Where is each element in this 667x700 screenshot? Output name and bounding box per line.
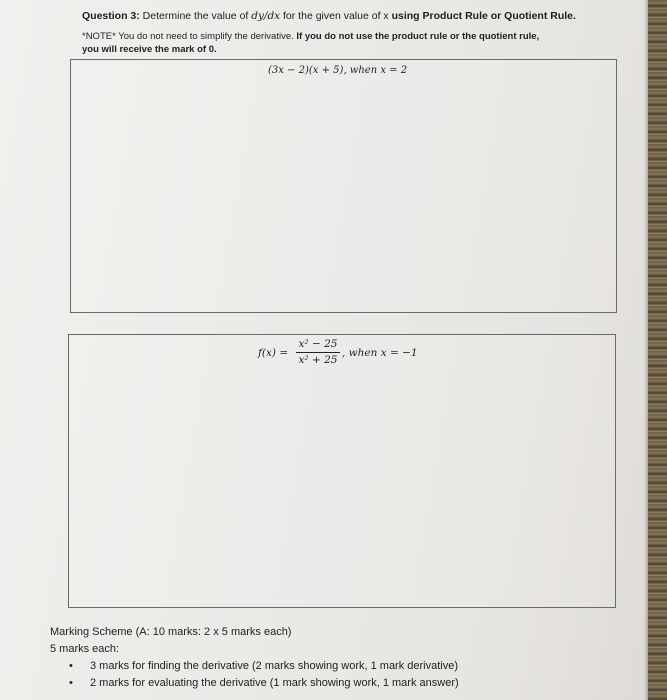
fraction-bar: [296, 352, 340, 353]
marking-bullet-2: [50, 675, 459, 692]
note-normal: *NOTE* You do not need to simplify the derivative.: [82, 31, 297, 42]
derivative-notation: dy/dx: [251, 10, 281, 22]
note-warning-line2: you will receive the mark of 0.: [82, 44, 217, 55]
answer-box-2[interactable]: [68, 334, 616, 608]
fraction-numerator: x² − 25: [298, 338, 338, 350]
fraction-denominator: x² + 25: [298, 354, 338, 366]
answer-box-1[interactable]: [70, 59, 617, 313]
rule-instruction: using Product Rule or Quotient Rule.: [391, 10, 576, 22]
problem-2-fraction: [296, 338, 340, 367]
problem-2-condition: , when x = −1: [342, 347, 418, 359]
marking-bullet-1: [50, 658, 459, 675]
note-warning-line1: If you do not use the product rule or the quotient rule,: [296, 31, 540, 42]
question-heading: [82, 10, 576, 22]
problem-1-expression: (3x − 2)(x + 5), when x = 2: [268, 65, 408, 76]
question-text-after: for the given value of x: [280, 10, 392, 22]
question-label: Question 3:: [82, 10, 140, 22]
problem-2-lhs: f(x) =: [258, 347, 289, 359]
marking-bullet-2-text: 2 marks for evaluating the derivative (1 mark showing work, 1 mark answer): [90, 677, 459, 689]
marking-scheme-title: Marking Scheme (A: 10 marks: 2 x 5 marks each): [50, 626, 292, 638]
marking-bullet-1-text: 3 marks for finding the derivative (2 marks showing work, 1 mark derivative): [90, 660, 459, 672]
marking-scheme: [50, 624, 459, 692]
marking-scheme-subtitle: 5 marks each:: [50, 643, 120, 655]
bullet-icon: •: [69, 660, 73, 672]
bullet-icon: •: [69, 677, 73, 689]
question-text-before: Determine the value of: [139, 10, 252, 22]
note-block: [82, 30, 539, 56]
book-edge: [648, 0, 667, 700]
